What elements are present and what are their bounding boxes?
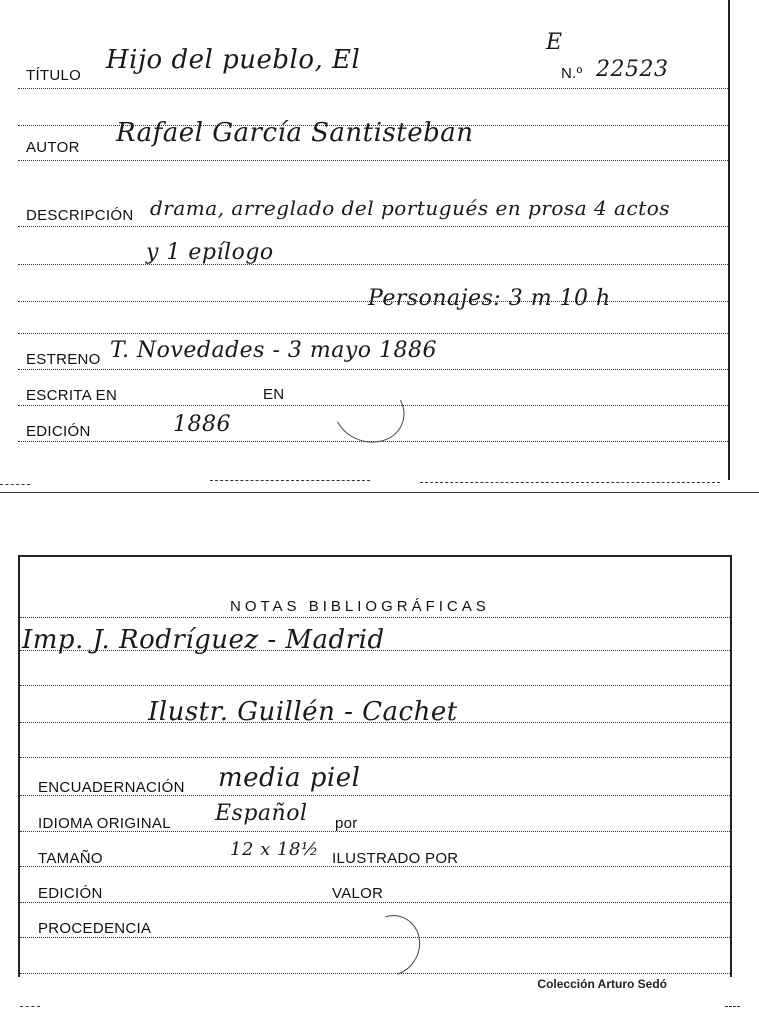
personajes-value: Personajes: 3 m 10 h [368,286,611,311]
rule [18,160,728,161]
tamano-value: 12 x 18½ [230,839,319,860]
rule [20,685,730,686]
rule [20,617,730,618]
stamp-mark [325,370,414,453]
titulo-label: TÍTULO [26,67,82,84]
rule [18,333,728,334]
rule [18,264,728,265]
estreno-value: T. Novedades - 3 mayo 1886 [110,338,438,363]
descripcion-line1: drama, arreglado del portugués en prosa 4 actos [150,196,671,220]
dash-mark [420,482,720,483]
numero-value: 22523 [596,57,669,82]
imprenta-value: Imp. J. Rodríguez - Madrid [22,625,385,655]
idioma-label: IDIOMA ORIGINAL [38,815,171,832]
encuadernacion-label: ENCUADERNACIÓN [38,779,185,796]
rule [20,757,730,758]
collection-credit: Colección Arturo Sedó [537,977,667,991]
valor-label: VALOR [332,885,384,902]
encuadernacion-value: media piel [218,763,361,793]
numero-prefix: E [546,30,563,55]
idioma-value: Español [215,801,308,826]
descripcion-line2: y 1 epílogo [146,240,274,265]
escrita-label: ESCRITA EN [26,387,118,404]
por-label: por [335,815,358,832]
procedencia-label: PROCEDENCIA [38,920,152,937]
numero-label: N.º [561,65,583,82]
estreno-label: ESTRENO [26,351,101,368]
ilustracion-value: Ilustr. Guillén - Cachet [148,697,458,727]
titulo-value: Hijo del pueblo, El [106,45,361,75]
dash-mark [20,1006,40,1007]
page-divider [0,492,759,493]
dash-mark [725,1006,740,1007]
rule [18,226,728,227]
catalog-card-top [18,0,730,480]
stamp-mark [351,904,431,986]
rule [18,369,728,370]
edicion-label-2: EDICIÓN [38,885,103,902]
ilustrado-label: ILUSTRADO POR [332,850,459,867]
tamano-label: TAMAÑO [38,850,103,867]
rule [18,88,728,89]
descripcion-label: DESCRIPCIÓN [26,207,134,224]
catalog-card-bottom [18,555,732,977]
rule [20,973,730,974]
dash-mark [210,480,370,481]
notas-title: NOTAS BIBLIOGRÁFICAS [230,598,490,615]
autor-label: AUTOR [26,139,80,156]
autor-value: Rafael García Santisteban [116,118,474,148]
rule [20,902,730,903]
edicion-value: 1886 [173,412,231,437]
dash-mark [0,484,30,485]
en-label: EN [263,386,285,403]
edicion-label: EDICIÓN [26,423,91,440]
